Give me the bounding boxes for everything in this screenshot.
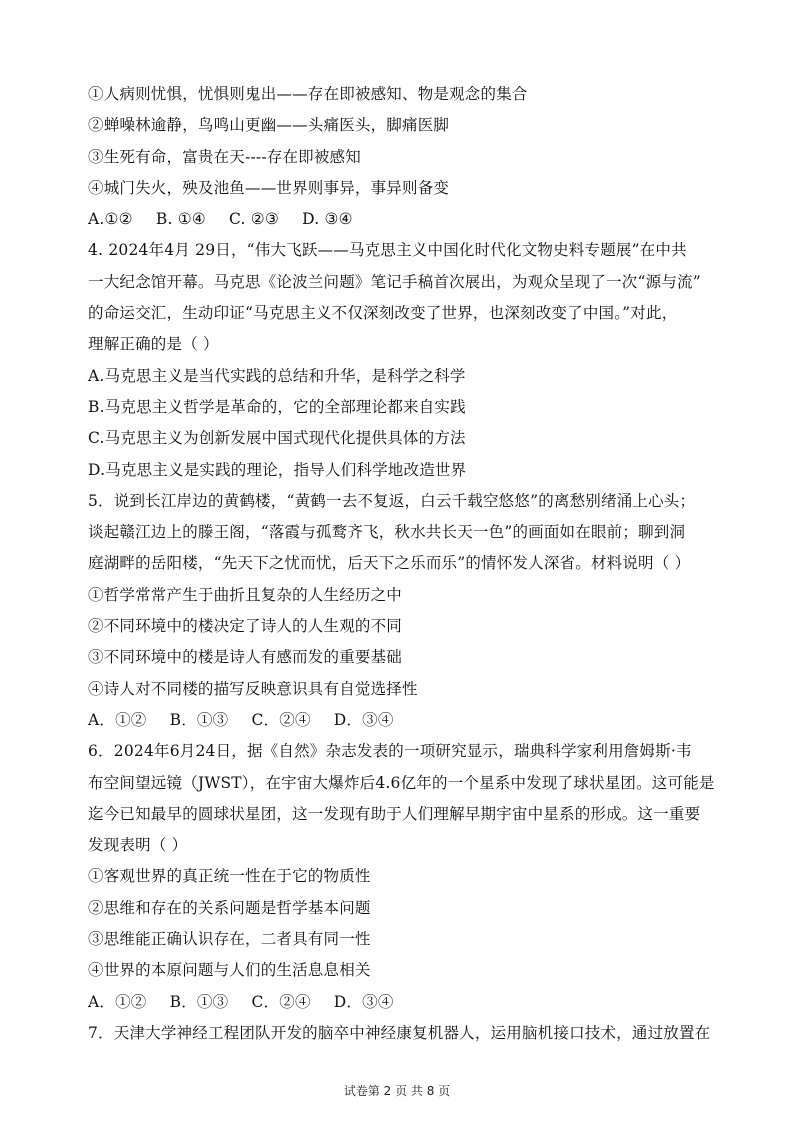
q4-stem-line-4: 理解正确的是（ ） [88, 335, 219, 354]
q3-option-c: C. ②③ [229, 210, 279, 229]
q3-item-2: ②蝉噪林逾静，鸟鸣山更幽——头痛医头，脚痛医脚 [88, 116, 450, 135]
q6-option-d: D．③④ [333, 992, 394, 1011]
q5-stem-line-2: 谈起赣江边上的滕王阁，“落霞与孤鹜齐飞，秋水共长天一色”的画面如在眼前；聊到洞 [88, 523, 686, 542]
q5-option-c: C．②④ [251, 710, 311, 729]
q4-stem-line-2: 一大纪念馆开幕。马克思《论波兰问题》笔记手稿首次展出，为观众呈现了一次“源与流” [88, 272, 701, 291]
q4-stem-line-3: 的命运交汇，生动印证“马克思主义不仅深刻改变了世界，也深刻改变了中国。”对此， [88, 304, 678, 323]
q5-item-1: ①哲学常常产生于曲折且复杂的人生经历之中 [88, 585, 403, 604]
q5-stem-line-3: 庭湖畔的岳阳楼，“先天下之忧而忧，后天下之乐而乐”的情怀发人深省。材料说明（ ） [88, 554, 691, 573]
q6-stem-line-4: 发现表明（ ） [88, 836, 188, 855]
q6-item-2: ②思维和存在的关系问题是哲学基本问题 [88, 898, 371, 917]
q7-stem-line-1: 7．天津大学神经工程团队开发的脑卒中神经康复机器人，运用脑机接口技术，通过放置在 [88, 1023, 711, 1042]
q4-option-d: D.马克思主义是实践的理论，指导人们科学地改造世界 [88, 460, 467, 479]
q6-stem-line-1: 6．2024年6月24日，据《自然》杂志发表的一项研究显示，瑞典科学家利用詹姆斯·韦 [88, 742, 692, 761]
q6-options [88, 987, 738, 1018]
q3-options [88, 204, 738, 235]
q5-option-b: B．①③ [169, 710, 229, 729]
q6-item-1: ①客观世界的真正统一性在于它的物质性 [88, 867, 371, 886]
q4-option-a: A.马克思主义是当代实践的总结和升华，是科学之科学 [88, 366, 466, 385]
q6-stem-line-2: 布空间望远镜（JWST），在宇宙大爆炸后4.6亿年的一个星系中发现了球状星团。这可能是 [88, 773, 715, 792]
q6-item-4: ④世界的本原问题与人们的生活息息相关 [88, 961, 371, 980]
q3-option-b: B. ①④ [155, 210, 206, 229]
q3-item-1: ①人病则忧惧，忧惧则鬼出——存在即被感知、物是观念的集合 [88, 85, 528, 103]
q3-option-a: A.①② [88, 210, 133, 229]
q6-option-b: B．①③ [169, 992, 229, 1011]
q5-stem-line-1: 5．说到长江岸边的黄鹤楼，“黄鹤一去不复返，白云千载空悠悠”的离愁别绪涌上心头； [88, 491, 696, 510]
exam-page [88, 79, 738, 1049]
q5-item-2: ②不同环境中的楼决定了诗人的人生观的不同 [88, 617, 403, 636]
q3-item-4: ④城门失火，殃及池鱼——世界则事异，事异则备变 [88, 178, 450, 197]
q5-item-3: ③不同环境中的楼是诗人有感而发的重要基础 [88, 648, 403, 667]
q6-option-a: A．①② [88, 992, 147, 1011]
q5-option-d: D．③④ [333, 710, 394, 729]
q5-option-a: A．①② [88, 710, 147, 729]
q4-option-c: C.马克思主义为创新发展中国式现代化提供具体的方法 [88, 429, 466, 448]
q5-item-4: ④诗人对不同楼的描写反映意识具有自觉选择性 [88, 679, 418, 698]
q3-item-3: ③生死有命，富贵在天----存在即被感知 [88, 147, 361, 166]
q4-option-b: B.马克思主义哲学是革命的，它的全部理论都来自实践 [88, 397, 466, 416]
page-footer: 试卷第 2 页 共 8 页 [343, 1084, 451, 1098]
q6-item-3: ③思维能正确认识存在，二者具有同一性 [88, 930, 371, 949]
q6-option-c: C．②④ [251, 992, 311, 1011]
q4-stem-line-1: 4. 2024年4月 29日，“伟大飞跃——马克思主义中国化时代化文物史料专题展”在中共 [88, 241, 687, 260]
q6-stem-line-3: 迄今已知最早的圆球状星团，这一发现有助于人们理解早期宇宙中星系的形成。这一重要 [88, 804, 701, 823]
q3-option-d: D. ③④ [302, 210, 353, 229]
q5-options [88, 705, 738, 736]
